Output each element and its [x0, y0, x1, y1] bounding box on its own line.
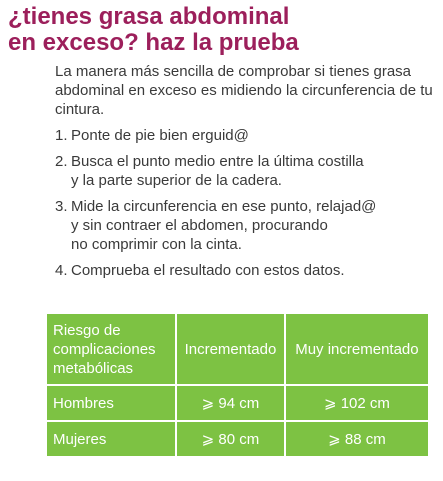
- step-line: y la parte superior de la cadera.: [71, 172, 282, 189]
- row-very-increased-cell: ⩾ 102 cm: [285, 385, 429, 421]
- steps-list: [55, 126, 440, 287]
- title-line-2: en exceso? haz la prueba: [8, 29, 299, 56]
- header-risk-line: metabólicas: [53, 359, 134, 377]
- table-header-row: [46, 313, 429, 385]
- step-line: no comprimir con la cinta.: [71, 236, 242, 253]
- step-item: [55, 126, 440, 145]
- step-item: [55, 152, 440, 190]
- step-item: [55, 197, 440, 254]
- header-risk-line: Riesgo de: [53, 321, 121, 339]
- step-line: Comprueba el resultado con estos datos.: [71, 262, 345, 279]
- step-line: Busca el punto medio entre la última costilla: [71, 153, 364, 170]
- step-number: 3.: [55, 198, 68, 215]
- row-label-cell: Mujeres: [46, 421, 176, 457]
- header-risk-line: complicaciones: [53, 340, 156, 358]
- risk-table: [45, 312, 430, 458]
- table-row: [46, 385, 429, 421]
- row-increased-cell: ⩾ 80 cm: [176, 421, 285, 457]
- step-line: Mide la circunferencia en ese punto, relajad@: [71, 198, 377, 215]
- step-text: [71, 197, 440, 254]
- step-line: y sin contraer el abdomen, procurando: [71, 217, 328, 234]
- header-risk-cell: [46, 313, 176, 385]
- header-very-increased-cell: Muy incrementado: [285, 313, 429, 385]
- intro-paragraph: La manera más sencilla de comprobar si tienes grasa abdominal en exceso es midiendo la circunferencia de tu cintura.: [55, 63, 433, 118]
- row-increased-cell: ⩾ 94 cm: [176, 385, 285, 421]
- title-line-1: ¿tienes grasa abdominal: [8, 3, 290, 30]
- step-text: [71, 152, 440, 190]
- header-increased-cell: Incrementado: [176, 313, 285, 385]
- step-number: 1.: [55, 127, 68, 144]
- step-text: [71, 261, 440, 280]
- row-very-increased-cell: ⩾ 88 cm: [285, 421, 429, 457]
- step-number: 2.: [55, 153, 68, 170]
- step-number: 4.: [55, 262, 68, 279]
- row-label-cell: Hombres: [46, 385, 176, 421]
- table-row: [46, 421, 429, 457]
- step-line: Ponte de pie bien erguid@: [71, 127, 249, 144]
- step-text: [71, 126, 440, 145]
- step-item: [55, 261, 440, 280]
- page-title: [8, 4, 438, 56]
